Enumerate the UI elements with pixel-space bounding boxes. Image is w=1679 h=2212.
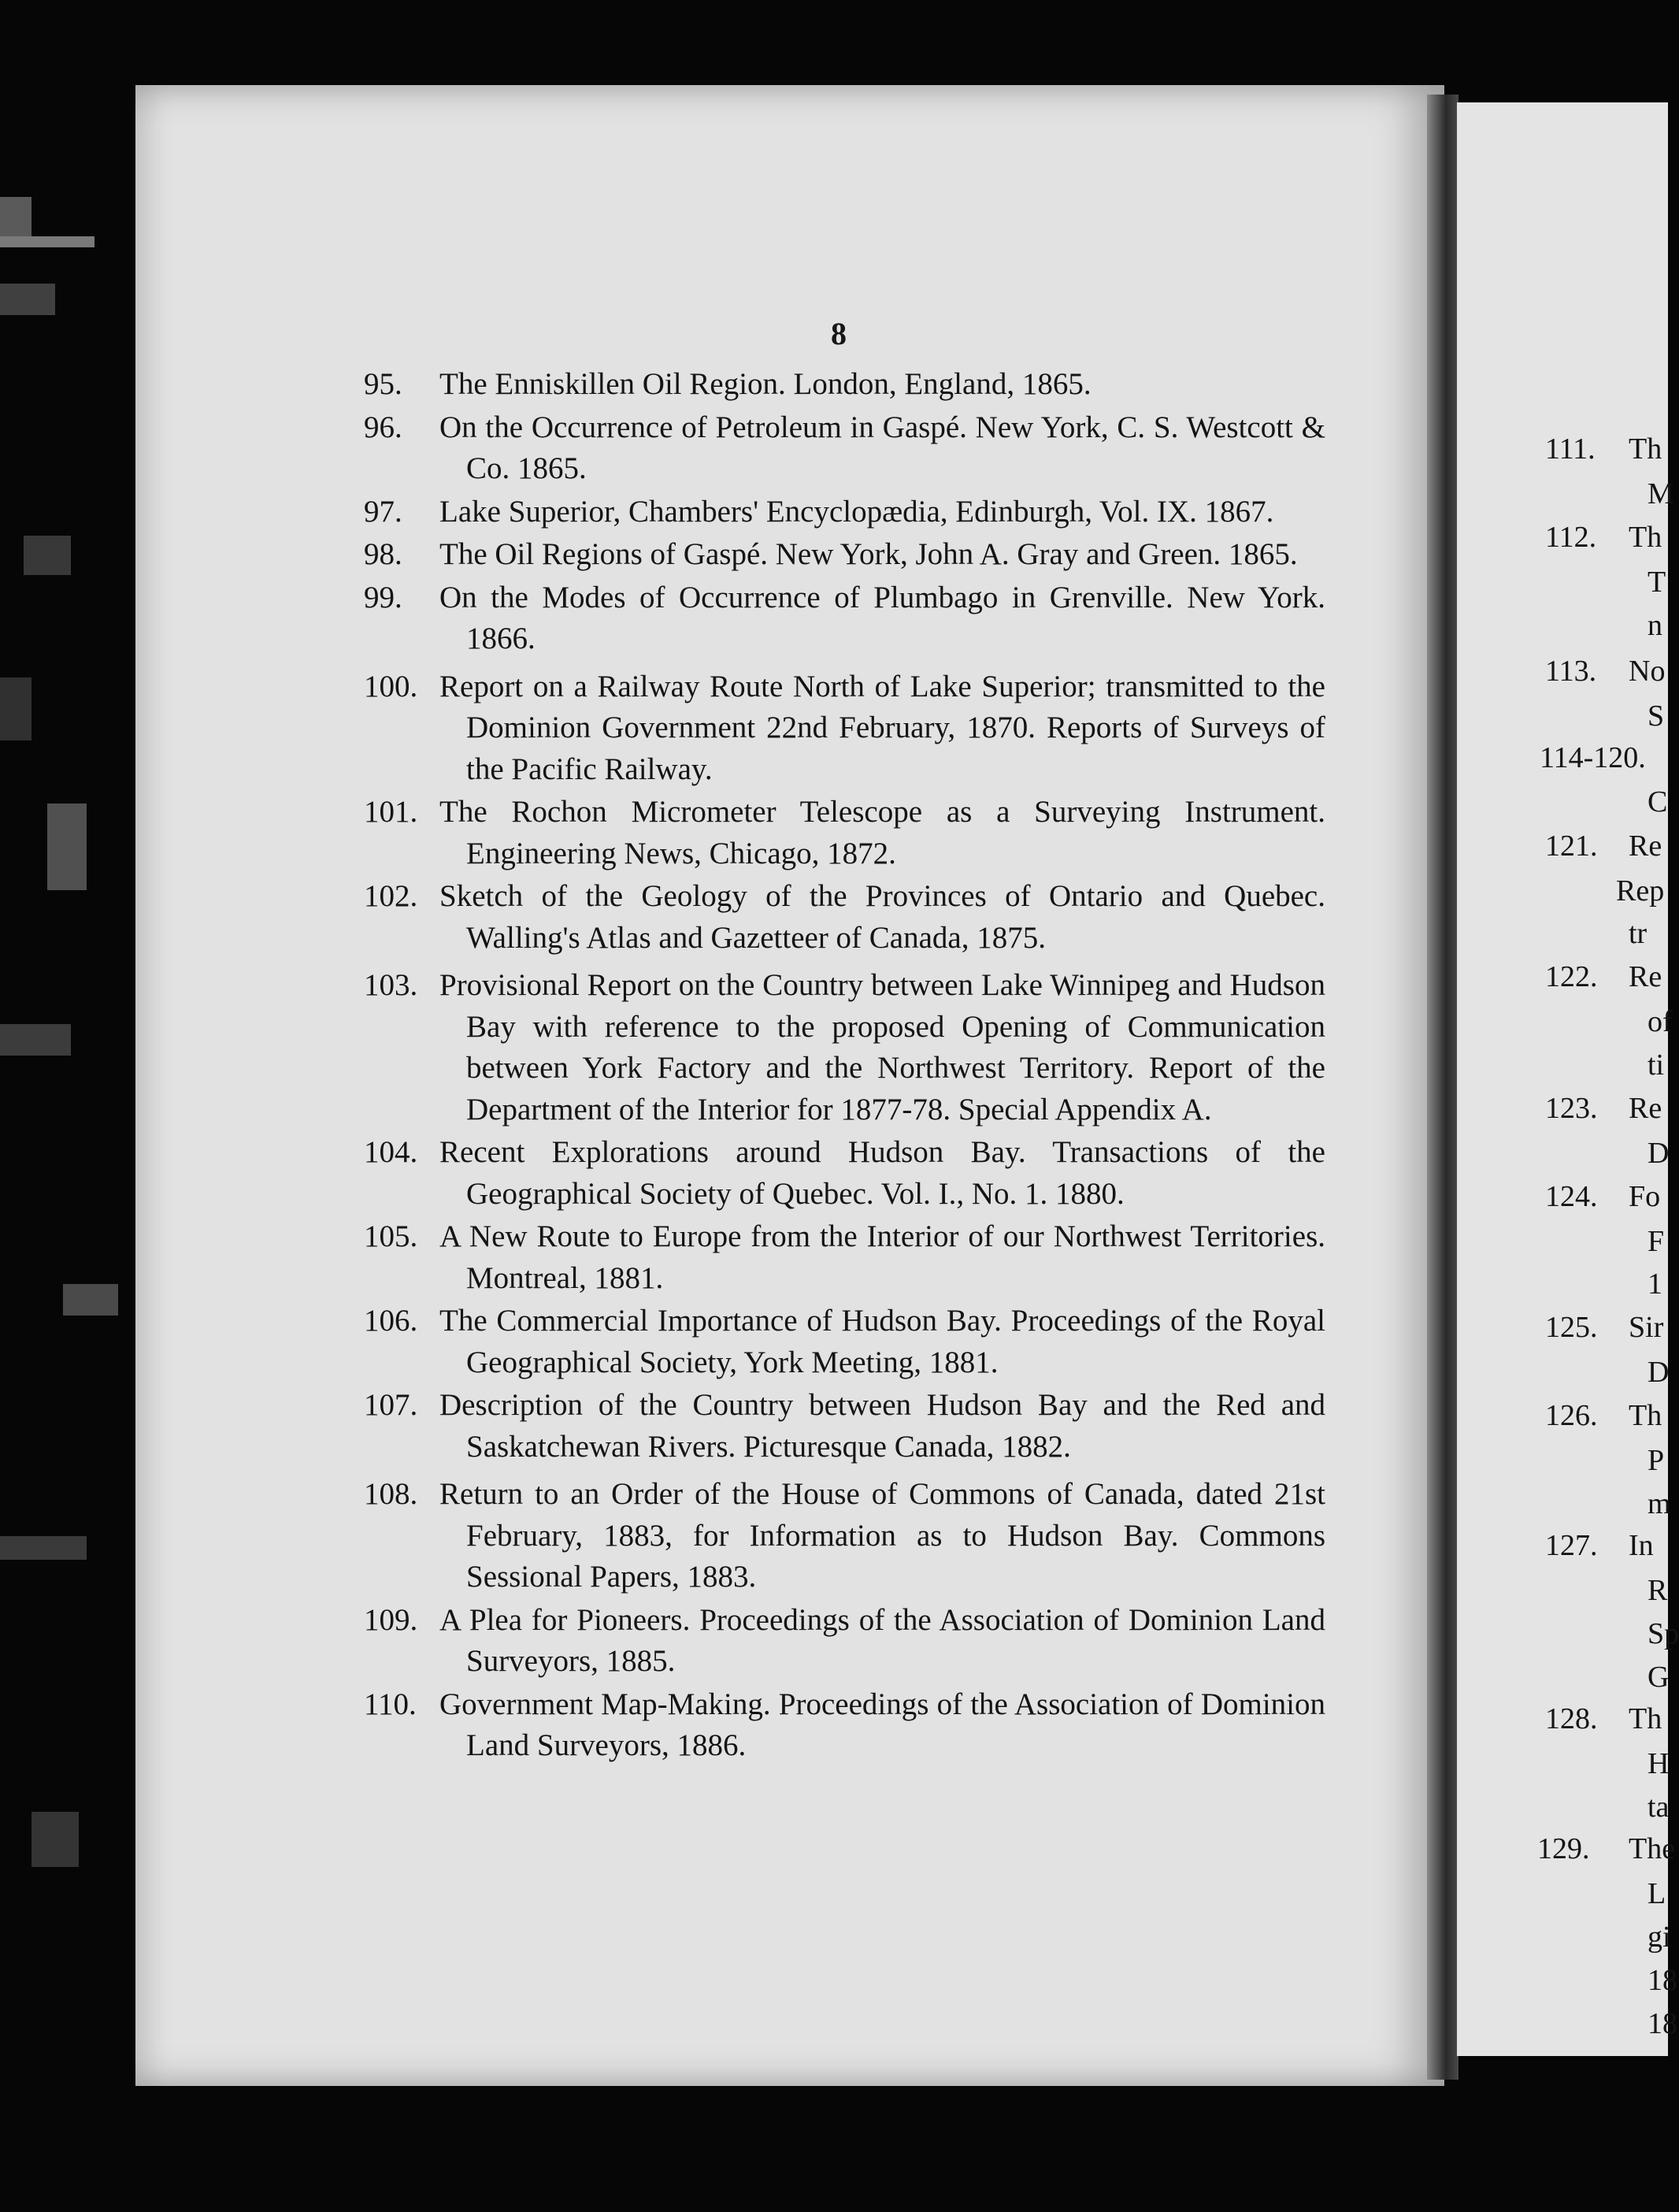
right-page-fragment: n bbox=[1647, 609, 1662, 642]
right-page-fragment: R bbox=[1647, 1574, 1668, 1607]
right-page-fragment: 123. bbox=[1545, 1092, 1598, 1125]
entry-text: Description of the Country between Hudson Bay and the Red and Saskatchewan Rivers. Picturesque Canada, 1882. bbox=[439, 1388, 1325, 1464]
list-item bbox=[353, 792, 1325, 874]
page-number: 8 bbox=[831, 316, 847, 351]
right-page-fragment: 1 bbox=[1647, 1267, 1662, 1301]
right-page-fragment: 112. bbox=[1545, 521, 1597, 554]
right-page-fragment: D bbox=[1647, 1356, 1670, 1389]
right-page-fragment: T bbox=[1647, 566, 1666, 599]
right-page-fragment: D bbox=[1647, 1137, 1670, 1170]
list-item bbox=[353, 965, 1325, 1130]
right-page-fragment: 127. bbox=[1545, 1529, 1598, 1562]
right-page-fragment: F bbox=[1647, 1225, 1665, 1258]
right-page-fragment: The bbox=[1629, 1832, 1676, 1865]
right-page-fragment: 126. bbox=[1545, 1399, 1598, 1432]
right-page-fragment: L bbox=[1647, 1877, 1666, 1910]
right-page-fragment: 114-120. bbox=[1540, 741, 1646, 774]
list-item bbox=[353, 1301, 1325, 1383]
entry-number: 107. bbox=[364, 1388, 418, 1422]
list-item bbox=[353, 876, 1325, 959]
entry-text: Return to an Order of the House of Commons of Canada, dated 21st February, 1883, for Information as to Hudson Bay. Commons Sessional Papers, 1883. bbox=[439, 1477, 1325, 1594]
list-item bbox=[353, 666, 1325, 791]
right-page-fragment: C bbox=[1647, 785, 1668, 818]
right-page-fragment: In bbox=[1629, 1529, 1654, 1562]
right-page-fragment: 122. bbox=[1545, 960, 1598, 993]
right-page-fragment: 111. bbox=[1545, 432, 1596, 466]
right-page-fragment: H bbox=[1647, 1747, 1670, 1780]
right-page-fragment: Th bbox=[1629, 521, 1662, 554]
right-page-fragment: Re bbox=[1629, 830, 1662, 863]
entry-text: The Commercial Importance of Hudson Bay. Proceedings of the Royal Geographical Society, York Meeting, 1881. bbox=[439, 1304, 1325, 1379]
right-page-fragment: 125. bbox=[1545, 1311, 1598, 1344]
list-item bbox=[353, 364, 1325, 406]
entry-text: Provisional Report on the Country between Lake Winnipeg and Hudson Bay with reference to the proposed Opening of Communication between York Factory and the Northwest Territory. Report of the Department of the Interior for 1877-78. Special Appendix A. bbox=[439, 968, 1325, 1126]
entry-number: 97. bbox=[364, 494, 402, 529]
right-page-fragment: m bbox=[1647, 1487, 1671, 1520]
right-page-fragment: Th bbox=[1629, 1702, 1662, 1735]
entry-text: Recent Explorations around Hudson Bay. Transactions of the Geographical Society of Quebec. Vol. I., No. 1. 1880. bbox=[439, 1135, 1325, 1211]
list-item bbox=[353, 1684, 1325, 1767]
list-item bbox=[353, 1474, 1325, 1598]
entry-number: 96. bbox=[364, 410, 402, 444]
entry-text: A Plea for Pioneers. Proceedings of the Association of Dominion Land Surveyors, 1885. bbox=[439, 1602, 1325, 1678]
entry-number: 103. bbox=[364, 968, 418, 1002]
list-item bbox=[353, 534, 1325, 576]
right-page-fragment: 124. bbox=[1545, 1180, 1598, 1213]
right-page-fragment: 121. bbox=[1545, 830, 1598, 863]
right-page-fragment: Re bbox=[1629, 1092, 1662, 1125]
entry-text: The Oil Regions of Gaspé. New York, John A. Gray and Green. 1865. bbox=[439, 537, 1298, 571]
right-page-fragment: 18 bbox=[1647, 1964, 1677, 1997]
right-page-fragment: M bbox=[1647, 477, 1674, 510]
book-gutter bbox=[1427, 95, 1458, 2080]
entry-text: The Enniskillen Oil Region. London, England, 1865. bbox=[439, 367, 1092, 401]
entry-number: 101. bbox=[364, 795, 418, 829]
entry-text: A New Route to Europe from the Interior of our Northwest Territories. Montreal, 1881. bbox=[439, 1219, 1325, 1295]
entry-number: 98. bbox=[364, 537, 402, 571]
right-page-fragment: Rep bbox=[1616, 874, 1665, 907]
entry-number: 108. bbox=[364, 1477, 418, 1511]
right-page-fragment: S bbox=[1647, 700, 1665, 733]
right-page-fragment: of bbox=[1647, 1005, 1673, 1038]
entry-number: 106. bbox=[364, 1304, 418, 1338]
bibliography-list bbox=[353, 364, 1325, 1768]
right-page-fragment: tr bbox=[1629, 917, 1647, 950]
list-item bbox=[353, 492, 1325, 533]
list-item bbox=[353, 407, 1325, 490]
list-item bbox=[353, 1132, 1325, 1215]
entry-number: 104. bbox=[364, 1135, 418, 1169]
entry-number: 105. bbox=[364, 1219, 418, 1253]
entry-number: 100. bbox=[364, 669, 418, 703]
entry-number: 109. bbox=[364, 1602, 418, 1637]
right-page-fragment: 128. bbox=[1545, 1702, 1598, 1735]
right-page-fragment: No bbox=[1629, 655, 1666, 688]
entry-text: Lake Superior, Chambers' Encyclopædia, Edinburgh, Vol. IX. 1867. bbox=[439, 494, 1274, 529]
right-page-fragment: Sir bbox=[1629, 1311, 1664, 1344]
right-page-fragment: Th bbox=[1629, 1399, 1662, 1432]
list-item bbox=[353, 577, 1325, 660]
list-item bbox=[353, 1600, 1325, 1683]
right-page-fragment: Sp bbox=[1647, 1617, 1679, 1650]
entry-text: Government Map-Making. Proceedings of the Association of Dominion Land Surveyors, 1886. bbox=[439, 1687, 1325, 1762]
right-page-fragment: Re bbox=[1629, 960, 1662, 993]
right-page-fragment: gi bbox=[1647, 1921, 1671, 1954]
list-item bbox=[353, 1216, 1325, 1299]
right-page-fragment: Th bbox=[1629, 432, 1662, 466]
right-page-fragment: ta bbox=[1647, 1791, 1670, 1824]
entry-text: On the Modes of Occurrence of Plumbago in Grenville. New York. 1866. bbox=[439, 580, 1325, 655]
entry-text: The Rochon Micrometer Telescope as a Surveying Instrument. Engineering News, Chicago, 1872. bbox=[439, 795, 1325, 870]
entry-text: Report on a Railway Route North of Lake Superior; transmitted to the Dominion Government 22nd February, 1870. Reports of Surveys of the Pacific Railway. bbox=[439, 669, 1325, 786]
right-page-fragment: 129. bbox=[1537, 1832, 1590, 1865]
entry-number: 95. bbox=[364, 367, 402, 401]
entry-number: 99. bbox=[364, 580, 402, 614]
right-page-fragment: 18 bbox=[1647, 2007, 1677, 2040]
right-page-fragment: ti bbox=[1647, 1048, 1665, 1082]
list-item bbox=[353, 1385, 1325, 1468]
right-page-fragment: Fo bbox=[1629, 1180, 1661, 1213]
entry-text: Sketch of the Geology of the Provinces of Ontario and Quebec. Walling's Atlas and Gazetteer of Canada, 1875. bbox=[439, 879, 1325, 955]
entry-number: 110. bbox=[364, 1687, 417, 1721]
right-page-fragment: 113. bbox=[1545, 655, 1597, 688]
entry-number: 102. bbox=[364, 879, 418, 913]
right-page bbox=[1457, 102, 1668, 2056]
right-page-fragment: P bbox=[1647, 1444, 1665, 1477]
entry-text: On the Occurrence of Petroleum in Gaspé. New York, C. S. Westcott & Co. 1865. bbox=[439, 410, 1325, 485]
right-page-fragment: G bbox=[1647, 1661, 1670, 1694]
scan-edge-noise bbox=[0, 0, 150, 2212]
